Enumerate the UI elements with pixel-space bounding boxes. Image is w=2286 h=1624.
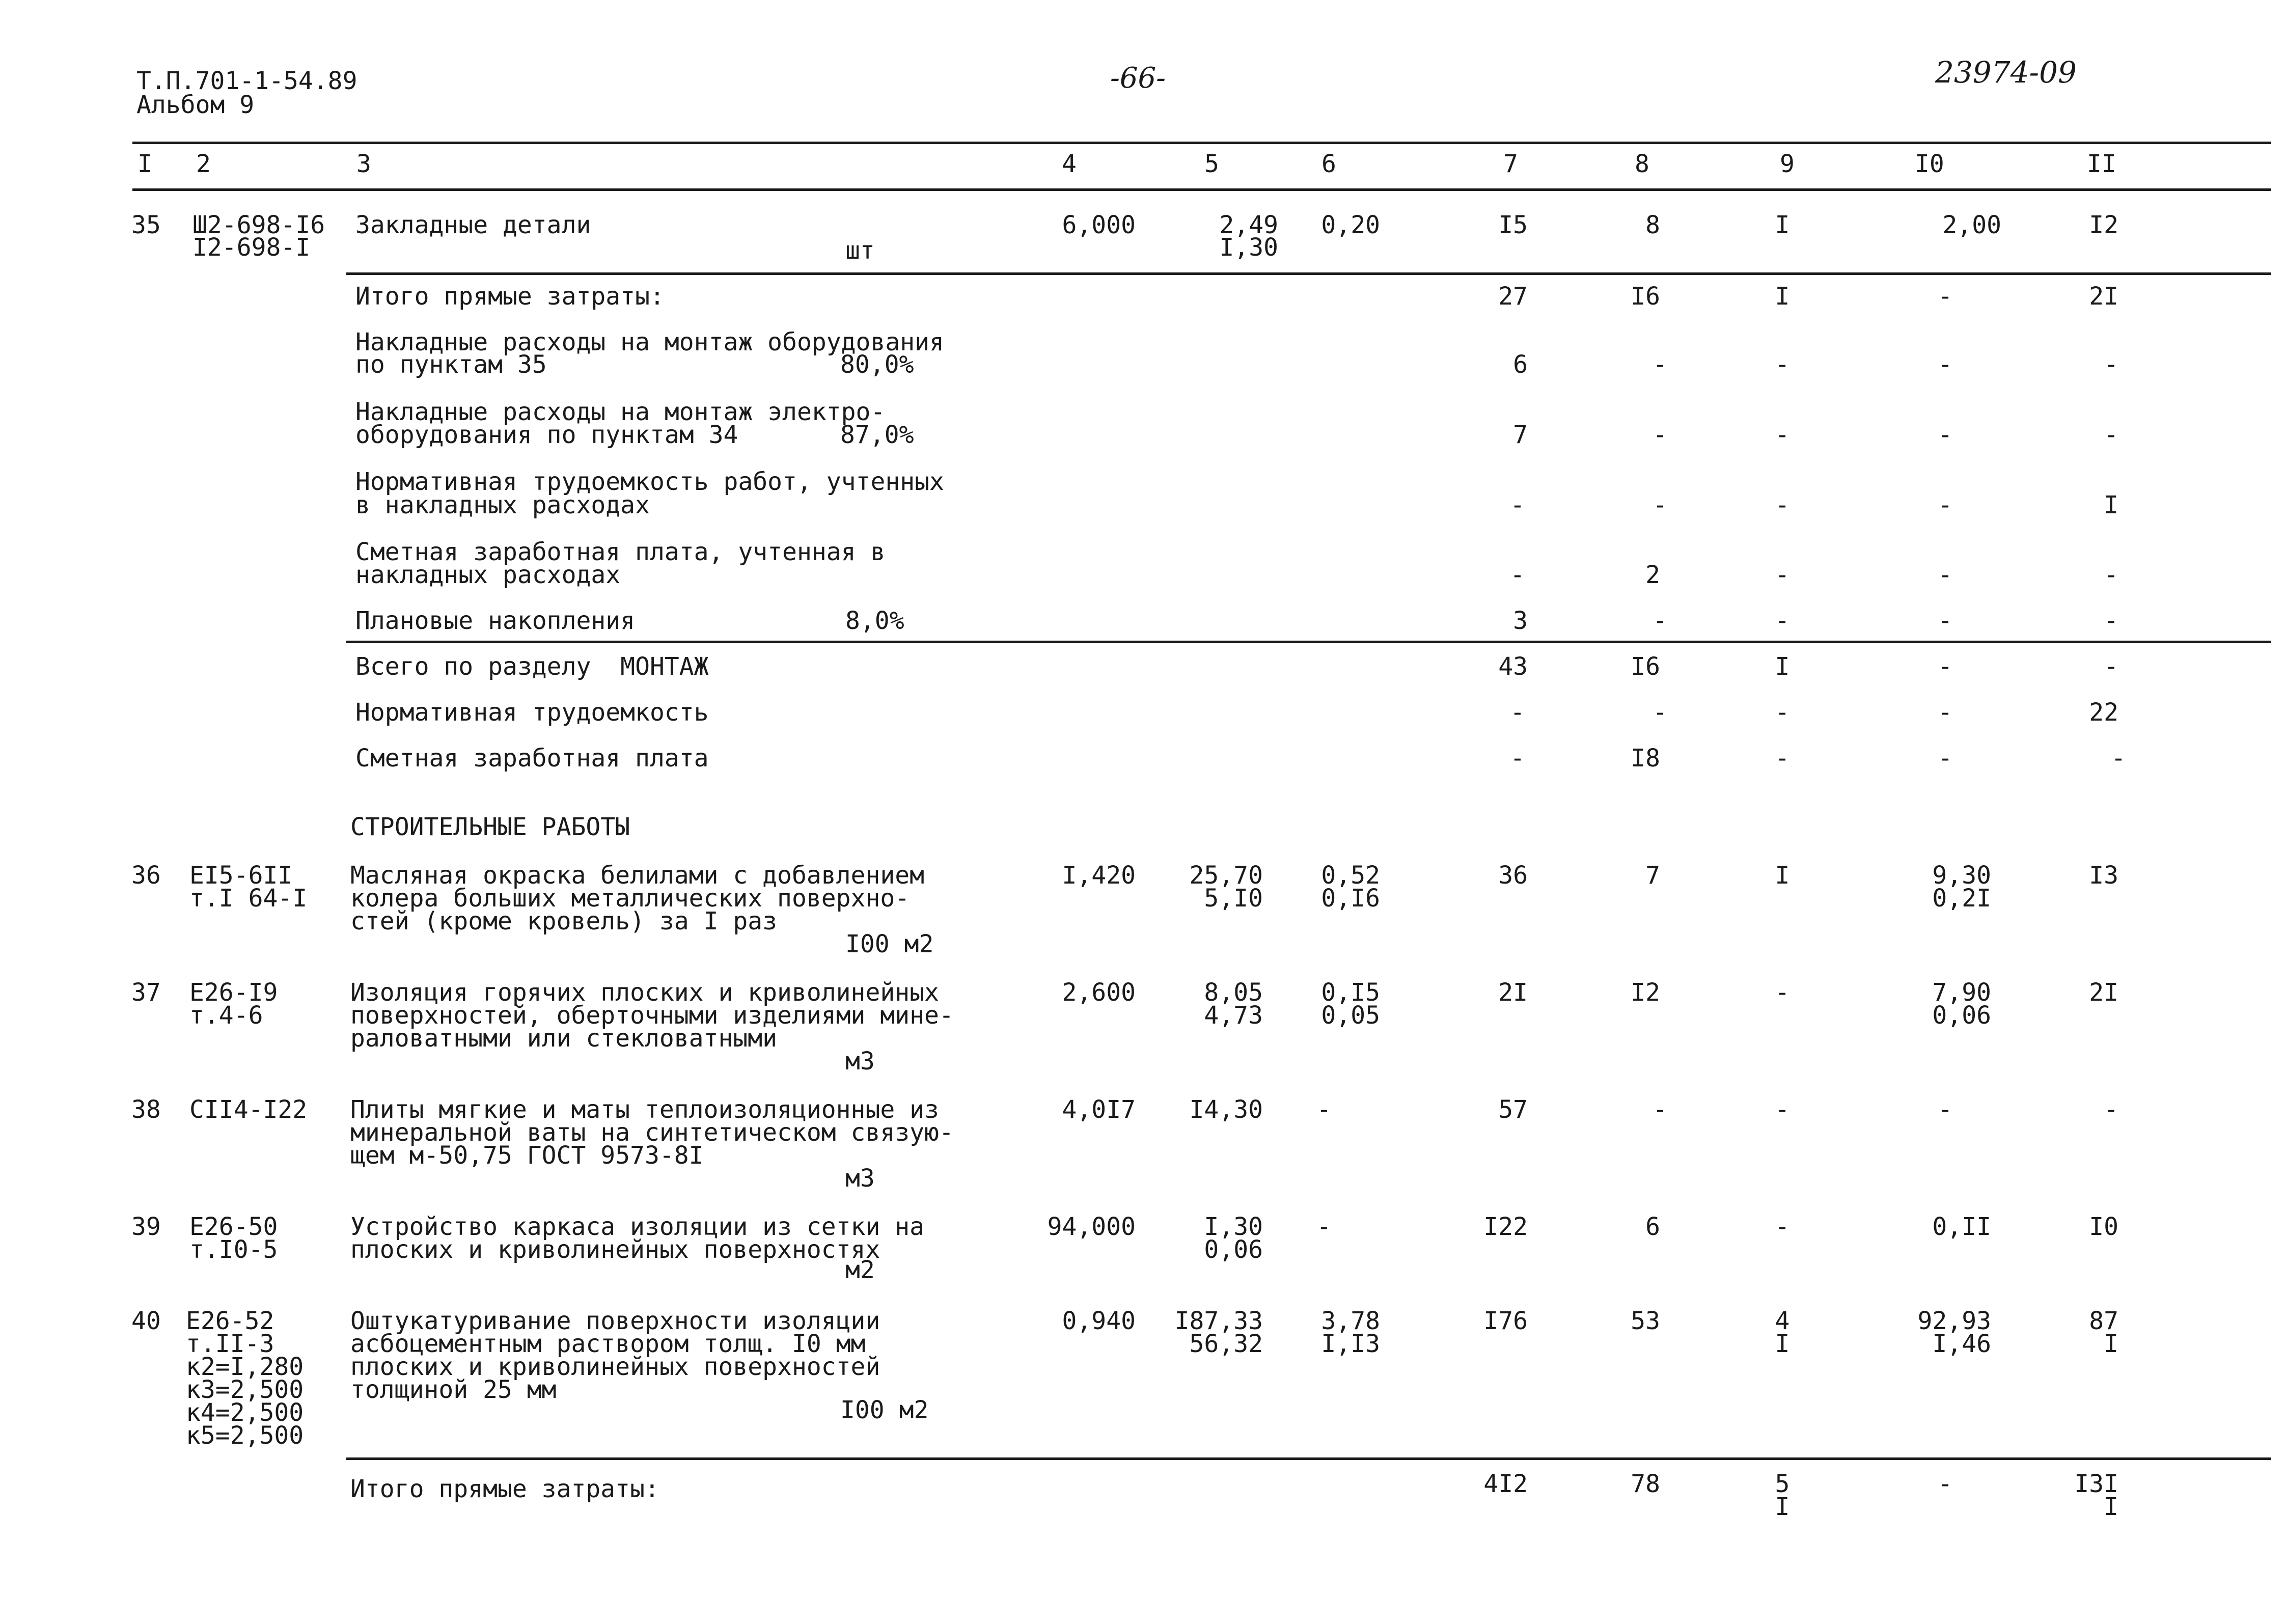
total-col11: I [2104,1330,2118,1358]
total-col10: I,46 [1932,1330,1991,1358]
total-col9: - [1775,350,1790,379]
total-col11: I3I [2074,1470,2118,1498]
rate-code: E26-I9 [189,978,278,1007]
total-col11: 2I [2089,282,2118,311]
unit-cost-col5: 8,05 [1204,978,1263,1007]
rate-code: E26-50 [189,1213,278,1241]
total-col9: - [1775,561,1790,589]
total-col10: - [1938,491,1953,519]
row-number: 40 [131,1307,161,1335]
planned-percent: 8,0% [845,607,904,635]
rate-code: т.I0-5 [189,1235,278,1264]
coefficient: к2=I,280 [186,1353,304,1381]
summary-label: Сметная заработная плата, учтенная в [355,538,886,566]
summary-label: Нормативная трудоемкость [355,698,709,727]
total-col11: - [2104,1095,2118,1124]
total-col10: - [1938,698,1953,727]
work-description: минеральной ваты на синтетическом связую- [350,1118,954,1147]
unit-cost-col6: 0,I6 [1321,884,1380,913]
row-number: 35 [131,211,161,239]
quantity-col4: 4,0I7 [1062,1095,1136,1124]
unit-of-measure: м3 [845,1047,875,1076]
total-col7: 7 [1513,421,1528,449]
total-col9: I [1775,1493,1790,1521]
total-col8: 53 [1631,1307,1660,1335]
total-col10: - [1938,607,1953,635]
total-col7: 43 [1498,652,1528,681]
total-col11: I0 [2089,1213,2118,1241]
total-col9: - [1775,491,1790,519]
unit-of-measure: шт [845,236,875,265]
total-col11: 2I [2089,978,2118,1007]
unit-cost-col5: 5,I0 [1204,884,1263,913]
rate-code: E26-52 [186,1307,274,1335]
summary-label: Нормативная трудоемкость работ, учтенных [355,467,944,496]
total-col8: - [1652,698,1668,727]
col-number-10: I0 [1915,150,1944,178]
page-number: -66- [1110,62,1166,95]
section-total-rule [346,641,2271,643]
work-description: плоских и криволинейных поверхностей [350,1353,880,1381]
total-col11: - [2104,607,2118,635]
total-col11: - [2104,652,2118,681]
unit-cost-col5: 25,70 [1189,861,1263,890]
total-col9: 5 [1775,1470,1790,1498]
unit-cost-col6: I,I3 [1321,1330,1380,1358]
quantity-col4: 0,940 [1062,1307,1136,1335]
total-col9: I [1775,282,1790,311]
quantity-col4: I,420 [1062,861,1136,890]
total-col11: I3 [2089,861,2118,890]
coefficient: к3=2,500 [186,1375,304,1404]
summary-label: Накладные расходы на монтаж электро- [355,398,886,426]
unit-cost-col6: - [1316,1213,1332,1241]
summary-label: Итого прямые затраты: [350,1475,659,1503]
unit-of-measure: I00 м2 [845,930,934,958]
total-col7: 4I2 [1483,1470,1528,1498]
work-description: асбоцементным раствором толщ. I0 мм [350,1330,866,1358]
total-col10: 0,2I [1932,884,1991,913]
coefficient: к4=2,500 [186,1398,304,1427]
total-col11: 22 [2089,698,2118,727]
total-col10: 7,90 [1932,978,1991,1007]
unit-cost-col6: 0,20 [1321,211,1380,239]
total-col7: I22 [1483,1213,1528,1241]
work-description: поверхностей, оберточными изделиями мине- [350,1001,954,1030]
total-col8: - [1652,1095,1668,1124]
total-col9: - [1775,1213,1790,1241]
total-col9: - [1775,744,1790,773]
col-number-9: 9 [1780,150,1795,178]
summary-label: Сметная заработная плата [355,744,709,773]
total-col7: 2I [1498,978,1528,1007]
total-col11: - [2104,350,2118,379]
total-col10: - [1938,561,1953,589]
total-col9: I [1775,211,1790,239]
unit-cost-col6: - [1316,1095,1332,1124]
total-col7: 6 [1513,350,1528,379]
col-number-5: 5 [1204,150,1219,178]
rate-code: т.II-3 [186,1330,274,1358]
rate-code: т.4-6 [189,1001,263,1030]
total-col9: - [1775,978,1790,1007]
total-col8: 7 [1645,861,1660,890]
unit-cost-col6: 0,52 [1321,861,1380,890]
summary-label: по пунктам 35 [355,350,547,379]
work-description: Оштукатуривание поверхности изоляции [350,1307,880,1335]
summary-label: Всего по разделу МОНТАЖ [355,652,709,681]
total-col10: 2,00 [1942,211,2001,239]
unit-cost-col5: I,30 [1219,233,1278,262]
total-col9: I [1775,652,1790,681]
total-col7: - [1510,561,1525,589]
subtotal-rule [346,272,2271,275]
total-col8: - [1652,491,1668,519]
total-col11: 87 [2089,1307,2118,1335]
unit-cost-col5: I4,30 [1189,1095,1263,1124]
total-col10: 92,93 [1917,1307,1991,1335]
total-col8: 78 [1631,1470,1660,1498]
total-col7: - [1510,698,1525,727]
col-number-8: 8 [1635,150,1649,178]
subtotal-rule [346,1457,2271,1460]
rate-code: I2-698-I [192,233,311,262]
total-col8: I8 [1631,744,1660,773]
total-col8: - [1652,607,1668,635]
coefficient: к5=2,500 [186,1421,304,1450]
col-number-2: 2 [196,150,211,178]
overhead-percent: 80,0% [840,350,914,379]
row-number: 38 [131,1095,161,1124]
unit-cost-col5: 4,73 [1204,1001,1263,1030]
total-col9: - [1775,421,1790,449]
rate-code: CII4-I22 [189,1095,308,1124]
section-heading: СТРОИТЕЛЬНЫЕ РАБОТЫ [350,813,630,841]
row-number: 36 [131,861,161,890]
total-col10: - [1938,350,1953,379]
total-col11: I [2104,491,2118,519]
total-col7: I76 [1483,1307,1528,1335]
total-col9: I [1775,861,1790,890]
summary-label: Плановые накопления [355,607,636,635]
unit-cost-col5: 0,06 [1204,1235,1263,1264]
col-number-3: 3 [356,150,371,178]
summary-label: накладных расходах [355,561,621,589]
rate-code: т.I 64-I [189,884,308,913]
total-col7: 57 [1498,1095,1528,1124]
unit-cost-col6: 0,05 [1321,1001,1380,1030]
rate-code: EI5-6II [189,861,293,890]
total-col9: - [1775,607,1790,635]
summary-label: оборудования по пунктам 34 [355,421,738,449]
document-stamp-number: 23974-09 [1935,55,2077,90]
total-col7: 27 [1498,282,1528,311]
total-col10: 9,30 [1932,861,1991,890]
total-col9: - [1775,1095,1790,1124]
unit-cost-col5: 2,49 [1219,211,1278,239]
summary-label: Итого прямые затраты: [355,282,665,311]
work-description: Плиты мягкие и маты теплоизоляционные из [350,1095,939,1124]
summary-label: в накладных расходах [355,491,650,519]
quantity-col4: 2,600 [1062,978,1136,1007]
unit-of-measure: м2 [845,1256,875,1284]
total-col10: - [1938,421,1953,449]
total-col11: - [2104,421,2118,449]
total-col11: - [2104,561,2118,589]
summary-label: Накладные расходы на монтаж оборудования [355,328,944,356]
unit-cost-col5: I,30 [1204,1213,1263,1241]
total-col10: - [1938,1095,1953,1124]
col-number-11: II [2087,150,2116,178]
total-col10: - [1938,1470,1953,1498]
quantity-col4: 94,000 [1047,1213,1136,1241]
work-description: Масляная окраска белилами с добавлением [350,861,925,890]
total-col8: I2 [1631,978,1660,1007]
total-col11: I [2104,1493,2118,1521]
total-col10: 0,06 [1932,1001,1991,1030]
work-description: щем м-50,75 ГОСТ 9573-8I [350,1141,704,1170]
unit-cost-col6: 0,I5 [1321,978,1380,1007]
unit-of-measure: I00 м2 [840,1396,929,1424]
total-col9: 4 [1775,1307,1790,1335]
total-col8: I6 [1631,652,1660,681]
total-col11: - [2111,744,2126,773]
total-col10: - [1938,652,1953,681]
doc-code: Т.П.701-1-54.89 [136,67,357,95]
total-col7: 3 [1513,607,1528,635]
col-number-4: 4 [1062,150,1077,178]
col-number-7: 7 [1503,150,1518,178]
total-col9: - [1775,698,1790,727]
unit-cost-col5: 56,32 [1189,1330,1263,1358]
overhead-percent: 87,0% [840,421,914,449]
work-description: стей (кроме кровель) за I раз [350,907,778,935]
unit-cost-col5: I87,33 [1174,1307,1263,1335]
total-col11: I2 [2089,211,2118,239]
col-number-6: 6 [1321,150,1336,178]
total-col10: - [1938,744,1953,773]
total-col7: - [1510,491,1525,519]
quantity-col4: 6,000 [1062,211,1136,239]
total-col8: 8 [1645,211,1660,239]
total-col8: 6 [1645,1213,1660,1241]
total-col7: I5 [1498,211,1528,239]
work-description: колера больших металлических поверхно- [350,884,910,913]
header-top-rule [132,142,2271,144]
total-col10: - [1938,282,1953,311]
work-description: Закладные детали [355,211,591,239]
total-col8: - [1652,421,1668,449]
col-number-1: I [137,150,152,178]
work-description: раловатными или стекловатными [350,1024,778,1053]
total-col10: 0,II [1932,1213,1991,1241]
unit-cost-col6: 3,78 [1321,1307,1380,1335]
work-description: плоских и криволинейных поверхностях [350,1235,880,1264]
row-number: 37 [131,978,161,1007]
total-col8: - [1652,350,1668,379]
unit-of-measure: м3 [845,1164,875,1193]
row-number: 39 [131,1213,161,1241]
total-col7: - [1510,744,1525,773]
total-col8: 2 [1645,561,1660,589]
rate-code: Ш2-698-I6 [192,211,325,239]
total-col8: I6 [1631,282,1660,311]
work-description: Изоляция горячих плоских и криволинейных [350,978,939,1007]
work-description: толщиной 25 мм [350,1375,557,1404]
album-label: Альбом 9 [136,91,255,119]
total-col7: 36 [1498,861,1528,890]
work-description: Устройство каркаса изоляции из сетки на [350,1213,925,1241]
total-col9: I [1775,1330,1790,1358]
header-bottom-rule [132,188,2271,191]
